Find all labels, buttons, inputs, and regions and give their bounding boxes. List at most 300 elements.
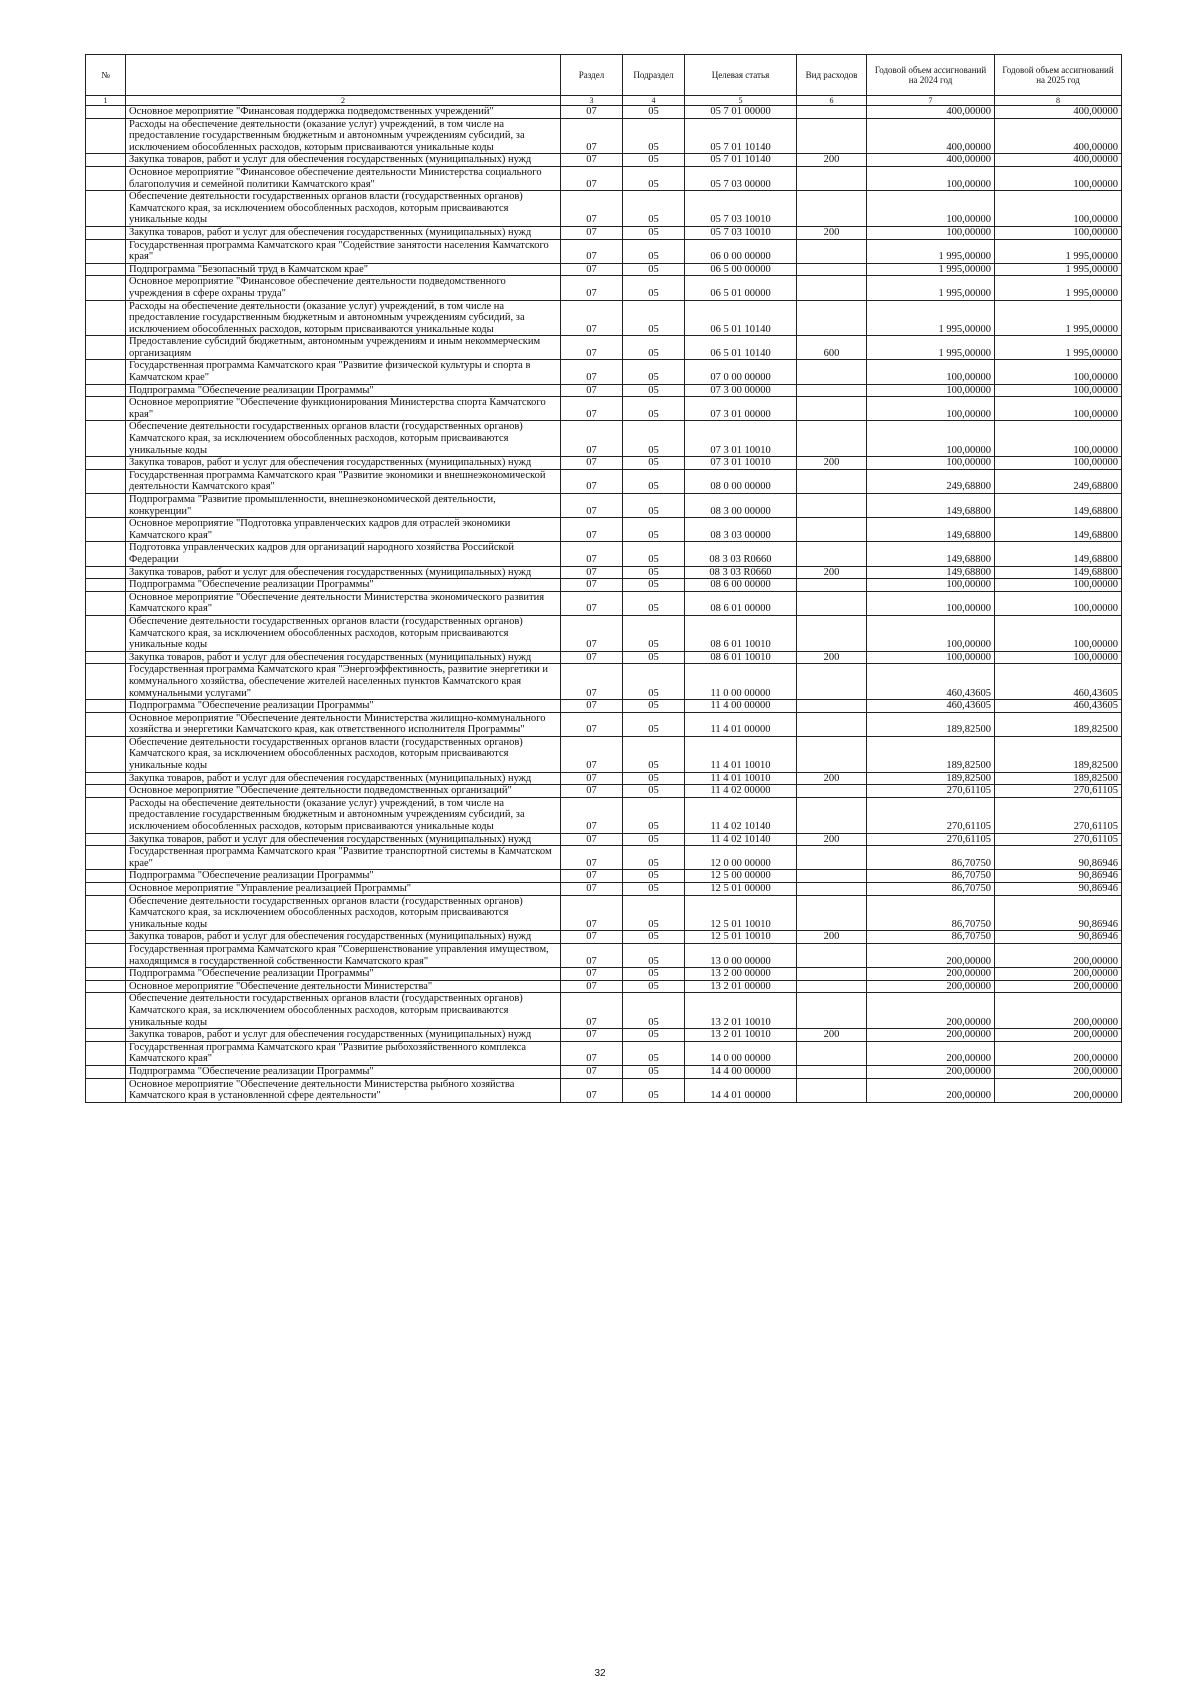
- row-amount-2025: 90,86946: [995, 883, 1122, 896]
- row-amount-2025: 189,82500: [995, 736, 1122, 772]
- row-amount-2025: 270,61105: [995, 797, 1122, 833]
- table-row: [86, 870, 1122, 883]
- row-name: Основное мероприятие "Обеспечение деятельности подведомственных организаций": [126, 785, 561, 798]
- row-number: [86, 968, 126, 981]
- row-target-article: 13 0 00 00000: [685, 943, 797, 967]
- row-expense-type: [797, 797, 867, 833]
- row-target-article: 11 4 02 10140: [685, 797, 797, 833]
- row-razdel: 07: [561, 566, 623, 579]
- row-target-article: 05 7 03 10010: [685, 226, 797, 239]
- row-expense-type: [797, 943, 867, 967]
- table-row: [86, 1078, 1122, 1102]
- budget-sheet: [85, 54, 1121, 1103]
- row-amount-2025: 460,43605: [995, 664, 1122, 700]
- row-expense-type: [797, 895, 867, 931]
- table-row: [86, 712, 1122, 736]
- row-amount-2025: 90,86946: [995, 895, 1122, 931]
- row-razdel: 07: [561, 154, 623, 167]
- row-amount-2024: 400,00000: [867, 118, 995, 154]
- row-razdel: 07: [561, 772, 623, 785]
- row-target-article: 11 4 01 10010: [685, 736, 797, 772]
- row-target-article: 14 4 01 00000: [685, 1078, 797, 1102]
- row-expense-type: 200: [797, 457, 867, 470]
- row-target-article: 08 3 03 R0660: [685, 542, 797, 566]
- row-expense-type: [797, 591, 867, 615]
- row-podrazdel: 05: [623, 615, 685, 651]
- row-amount-2024: 100,00000: [867, 579, 995, 592]
- row-expense-type: [797, 846, 867, 870]
- row-amount-2024: 400,00000: [867, 106, 995, 119]
- row-name: Основное мероприятие "Обеспечение деятельности Министерства экономического развития Камчатского края": [126, 591, 561, 615]
- row-name: Основное мероприятие "Финансовое обеспечение деятельности подведомственного учреждения в сфере охраны труда": [126, 276, 561, 300]
- table-row: [86, 118, 1122, 154]
- row-amount-2024: 200,00000: [867, 1029, 995, 1042]
- table-row: [86, 191, 1122, 227]
- row-razdel: 07: [561, 518, 623, 542]
- row-amount-2024: 1 995,00000: [867, 276, 995, 300]
- table-row: [86, 651, 1122, 664]
- row-number: [86, 846, 126, 870]
- row-amount-2025: 270,61105: [995, 833, 1122, 846]
- row-razdel: 07: [561, 384, 623, 397]
- row-name: Основное мероприятие "Обеспечение деятельности Министерства": [126, 980, 561, 993]
- row-target-article: 06 0 00 00000: [685, 239, 797, 263]
- row-target-article: 08 6 01 10010: [685, 615, 797, 651]
- row-podrazdel: 05: [623, 1078, 685, 1102]
- row-number: [86, 785, 126, 798]
- row-expense-type: [797, 700, 867, 713]
- row-podrazdel: 05: [623, 833, 685, 846]
- row-amount-2024: 100,00000: [867, 457, 995, 470]
- row-target-article: 07 0 00 00000: [685, 360, 797, 384]
- row-number: [86, 336, 126, 360]
- row-expense-type: [797, 968, 867, 981]
- row-razdel: 07: [561, 579, 623, 592]
- row-amount-2024: 400,00000: [867, 154, 995, 167]
- row-podrazdel: 05: [623, 736, 685, 772]
- row-amount-2024: 460,43605: [867, 664, 995, 700]
- row-target-article: 11 0 00 00000: [685, 664, 797, 700]
- row-target-article: 13 2 00 00000: [685, 968, 797, 981]
- row-number: [86, 993, 126, 1029]
- row-amount-2024: 100,00000: [867, 166, 995, 190]
- row-name: Основное мероприятие "Финансовое обеспечение деятельности Министерства социального благополучия и семейной политики Камчатского края": [126, 166, 561, 190]
- row-name: Подпрограмма "Обеспечение реализации Программы": [126, 968, 561, 981]
- row-expense-type: [797, 421, 867, 457]
- row-razdel: 07: [561, 1029, 623, 1042]
- header-razdel: Раздел: [561, 55, 623, 96]
- row-expense-type: [797, 276, 867, 300]
- row-amount-2024: 1 995,00000: [867, 239, 995, 263]
- row-amount-2025: 149,68800: [995, 542, 1122, 566]
- row-amount-2024: 149,68800: [867, 542, 995, 566]
- row-podrazdel: 05: [623, 1065, 685, 1078]
- row-podrazdel: 05: [623, 166, 685, 190]
- row-name: Основное мероприятие "Подготовка управленческих кадров для отраслей экономики Камчатского края": [126, 518, 561, 542]
- row-name: Государственная программа Камчатского края "Развитие физической культуры и спорта в Камчатском крае": [126, 360, 561, 384]
- row-target-article: 05 7 03 10010: [685, 191, 797, 227]
- row-razdel: 07: [561, 166, 623, 190]
- header-podrazdel: Подраздел: [623, 55, 685, 96]
- row-razdel: 07: [561, 226, 623, 239]
- row-podrazdel: 05: [623, 118, 685, 154]
- row-number: [86, 1041, 126, 1065]
- row-number: [86, 118, 126, 154]
- row-target-article: 05 7 01 10140: [685, 154, 797, 167]
- row-name: Обеспечение деятельности государственных органов власти (государственных органов) Камчатского края, за исключением обособленных расходов, которым присваиваются уникальные коды: [126, 421, 561, 457]
- row-razdel: 07: [561, 1065, 623, 1078]
- row-target-article: 13 2 01 00000: [685, 980, 797, 993]
- row-name: Закупка товаров, работ и услуг для обеспечения государственных (муниципальных) нужд: [126, 154, 561, 167]
- row-razdel: 07: [561, 895, 623, 931]
- row-expense-type: 200: [797, 1029, 867, 1042]
- row-razdel: 07: [561, 191, 623, 227]
- row-amount-2024: 200,00000: [867, 943, 995, 967]
- row-target-article: 11 4 02 10140: [685, 833, 797, 846]
- row-podrazdel: 05: [623, 931, 685, 944]
- row-expense-type: [797, 993, 867, 1029]
- row-name: Основное мероприятие "Обеспечение деятельности Министерства рыбного хозяйства Камчатского края в установленной сфере деятельности": [126, 1078, 561, 1102]
- table-row: [86, 421, 1122, 457]
- row-expense-type: [797, 118, 867, 154]
- row-target-article: 13 2 01 10010: [685, 1029, 797, 1042]
- row-razdel: 07: [561, 968, 623, 981]
- table-row: [86, 943, 1122, 967]
- header-name: [126, 55, 561, 96]
- row-podrazdel: 05: [623, 943, 685, 967]
- row-amount-2025: 100,00000: [995, 191, 1122, 227]
- column-number: 4: [623, 96, 685, 106]
- table-row: [86, 300, 1122, 336]
- row-amount-2025: 149,68800: [995, 566, 1122, 579]
- row-podrazdel: 05: [623, 300, 685, 336]
- row-number: [86, 797, 126, 833]
- row-number: [86, 494, 126, 518]
- row-expense-type: [797, 469, 867, 493]
- row-name: Обеспечение деятельности государственных органов власти (государственных органов) Камчатского края, за исключением обособленных расходов, которым присваиваются уникальные коды: [126, 615, 561, 651]
- row-target-article: 06 5 01 10140: [685, 300, 797, 336]
- row-amount-2024: 149,68800: [867, 518, 995, 542]
- column-number: 3: [561, 96, 623, 106]
- row-number: [86, 736, 126, 772]
- row-number: [86, 579, 126, 592]
- row-razdel: 07: [561, 591, 623, 615]
- row-number: [86, 664, 126, 700]
- row-podrazdel: 05: [623, 397, 685, 421]
- row-amount-2024: 100,00000: [867, 384, 995, 397]
- row-amount-2025: 100,00000: [995, 397, 1122, 421]
- row-amount-2025: 100,00000: [995, 166, 1122, 190]
- row-amount-2025: 100,00000: [995, 457, 1122, 470]
- row-amount-2025: 100,00000: [995, 579, 1122, 592]
- row-podrazdel: 05: [623, 263, 685, 276]
- row-amount-2025: 400,00000: [995, 118, 1122, 154]
- column-number: 7: [867, 96, 995, 106]
- row-number: [86, 615, 126, 651]
- row-expense-type: 200: [797, 931, 867, 944]
- row-amount-2024: 86,70750: [867, 931, 995, 944]
- row-razdel: 07: [561, 469, 623, 493]
- row-podrazdel: 05: [623, 384, 685, 397]
- row-target-article: 07 3 01 10010: [685, 457, 797, 470]
- table-row: [86, 542, 1122, 566]
- row-razdel: 07: [561, 457, 623, 470]
- row-amount-2024: 100,00000: [867, 421, 995, 457]
- row-razdel: 07: [561, 931, 623, 944]
- row-podrazdel: 05: [623, 993, 685, 1029]
- row-amount-2025: 1 995,00000: [995, 276, 1122, 300]
- row-podrazdel: 05: [623, 276, 685, 300]
- row-razdel: 07: [561, 980, 623, 993]
- row-name: Расходы на обеспечение деятельности (оказание услуг) учреждений, в том числе на предоставление государственным бюджетным и автономным учреждениям субсидий, за исключением обособленных расходов, которым присваиваются уникальные коды: [126, 797, 561, 833]
- header-target-article: Целевая статья: [685, 55, 797, 96]
- row-amount-2024: 200,00000: [867, 1041, 995, 1065]
- table-row: [86, 166, 1122, 190]
- row-number: [86, 870, 126, 883]
- row-target-article: 08 6 01 00000: [685, 591, 797, 615]
- table-row: [86, 1029, 1122, 1042]
- row-expense-type: [797, 1041, 867, 1065]
- row-expense-type: 600: [797, 336, 867, 360]
- row-name: Государственная программа Камчатского края "Развитие транспортной системы в Камчатском крае": [126, 846, 561, 870]
- row-name: Обеспечение деятельности государственных органов власти (государственных органов) Камчатского края, за исключением обособленных расходов, которым присваиваются уникальные коды: [126, 895, 561, 931]
- row-amount-2024: 86,70750: [867, 883, 995, 896]
- row-number: [86, 980, 126, 993]
- row-amount-2024: 100,00000: [867, 651, 995, 664]
- row-podrazdel: 05: [623, 421, 685, 457]
- row-amount-2024: 270,61105: [867, 833, 995, 846]
- row-number: [86, 1078, 126, 1102]
- row-number: [86, 106, 126, 119]
- header-amount-2025: Годовой объем ассигнований на 2025 год: [995, 55, 1122, 96]
- row-number: [86, 772, 126, 785]
- row-podrazdel: 05: [623, 457, 685, 470]
- row-amount-2025: 100,00000: [995, 384, 1122, 397]
- row-podrazdel: 05: [623, 651, 685, 664]
- row-razdel: 07: [561, 943, 623, 967]
- row-expense-type: 200: [797, 651, 867, 664]
- table-row: [86, 494, 1122, 518]
- row-target-article: 08 6 00 00000: [685, 579, 797, 592]
- row-target-article: 12 5 00 00000: [685, 870, 797, 883]
- row-razdel: 07: [561, 797, 623, 833]
- row-name: Закупка товаров, работ и услуг для обеспечения государственных (муниципальных) нужд: [126, 566, 561, 579]
- row-name: Обеспечение деятельности государственных органов власти (государственных органов) Камчатского края, за исключением обособленных расходов, которым присваиваются уникальные коды: [126, 993, 561, 1029]
- row-razdel: 07: [561, 276, 623, 300]
- table-row: [86, 664, 1122, 700]
- row-number: [86, 931, 126, 944]
- row-target-article: 05 7 03 00000: [685, 166, 797, 190]
- row-number: [86, 384, 126, 397]
- row-target-article: 08 3 03 00000: [685, 518, 797, 542]
- row-expense-type: [797, 736, 867, 772]
- row-name: Предоставление субсидий бюджетным, автономным учреждениям и иным некоммерческим организациям: [126, 336, 561, 360]
- row-expense-type: [797, 883, 867, 896]
- row-amount-2025: 189,82500: [995, 772, 1122, 785]
- row-podrazdel: 05: [623, 239, 685, 263]
- row-amount-2025: 200,00000: [995, 968, 1122, 981]
- row-number: [86, 276, 126, 300]
- row-number: [86, 700, 126, 713]
- row-razdel: 07: [561, 118, 623, 154]
- row-target-article: 14 0 00 00000: [685, 1041, 797, 1065]
- row-number: [86, 566, 126, 579]
- row-expense-type: [797, 191, 867, 227]
- row-target-article: 06 5 01 10140: [685, 336, 797, 360]
- row-name: Государственная программа Камчатского края "Содействие занятости населения Камчатского края": [126, 239, 561, 263]
- row-number: [86, 712, 126, 736]
- row-expense-type: [797, 542, 867, 566]
- row-number: [86, 397, 126, 421]
- row-amount-2025: 200,00000: [995, 980, 1122, 993]
- row-amount-2024: 100,00000: [867, 226, 995, 239]
- row-expense-type: [797, 263, 867, 276]
- row-expense-type: [797, 664, 867, 700]
- row-target-article: 12 5 01 00000: [685, 883, 797, 896]
- row-amount-2025: 200,00000: [995, 993, 1122, 1029]
- row-podrazdel: 05: [623, 591, 685, 615]
- row-name: Основное мероприятие "Обеспечение функционирования Министерства спорта Камчатского края": [126, 397, 561, 421]
- row-podrazdel: 05: [623, 106, 685, 119]
- row-podrazdel: 05: [623, 518, 685, 542]
- row-amount-2024: 189,82500: [867, 712, 995, 736]
- row-number: [86, 421, 126, 457]
- row-number: [86, 226, 126, 239]
- table-row: [86, 980, 1122, 993]
- row-number: [86, 360, 126, 384]
- row-amount-2025: 149,68800: [995, 518, 1122, 542]
- row-number: [86, 518, 126, 542]
- row-number: [86, 591, 126, 615]
- table-row: [86, 263, 1122, 276]
- row-amount-2024: 200,00000: [867, 1078, 995, 1102]
- row-name: Закупка товаров, работ и услуг для обеспечения государственных (муниципальных) нужд: [126, 931, 561, 944]
- column-number: 5: [685, 96, 797, 106]
- row-target-article: 13 2 01 10010: [685, 993, 797, 1029]
- row-expense-type: [797, 384, 867, 397]
- row-expense-type: [797, 615, 867, 651]
- row-podrazdel: 05: [623, 542, 685, 566]
- row-razdel: 07: [561, 421, 623, 457]
- row-podrazdel: 05: [623, 664, 685, 700]
- column-number-row: [86, 96, 1122, 106]
- row-amount-2024: 86,70750: [867, 870, 995, 883]
- row-amount-2025: 400,00000: [995, 106, 1122, 119]
- row-razdel: 07: [561, 846, 623, 870]
- row-amount-2025: 90,86946: [995, 931, 1122, 944]
- row-expense-type: [797, 518, 867, 542]
- row-razdel: 07: [561, 651, 623, 664]
- row-expense-type: 200: [797, 566, 867, 579]
- row-name: Основное мероприятие "Обеспечение деятельности Министерства жилищно-коммунального хозяйства и энергетики Камчатского края, как ответственного исполнителя Программы": [126, 712, 561, 736]
- row-podrazdel: 05: [623, 579, 685, 592]
- row-target-article: 05 7 01 10140: [685, 118, 797, 154]
- row-name: Закупка товаров, работ и услуг для обеспечения государственных (муниципальных) нужд: [126, 1029, 561, 1042]
- row-amount-2025: 1 995,00000: [995, 263, 1122, 276]
- row-amount-2025: 100,00000: [995, 226, 1122, 239]
- row-razdel: 07: [561, 239, 623, 263]
- table-row: [86, 336, 1122, 360]
- row-amount-2025: 1 995,00000: [995, 336, 1122, 360]
- row-target-article: 05 7 01 00000: [685, 106, 797, 119]
- row-amount-2025: 100,00000: [995, 591, 1122, 615]
- table-row: [86, 591, 1122, 615]
- table-row: [86, 469, 1122, 493]
- row-podrazdel: 05: [623, 154, 685, 167]
- row-name: Государственная программа Камчатского края "Развитие рыбохозяйственного комплекса Камчатского края": [126, 1041, 561, 1065]
- row-razdel: 07: [561, 1041, 623, 1065]
- row-expense-type: [797, 980, 867, 993]
- row-podrazdel: 05: [623, 797, 685, 833]
- row-number: [86, 1029, 126, 1042]
- row-razdel: 07: [561, 870, 623, 883]
- row-amount-2025: 200,00000: [995, 943, 1122, 967]
- row-amount-2025: 200,00000: [995, 1078, 1122, 1102]
- row-amount-2024: 100,00000: [867, 397, 995, 421]
- row-amount-2025: 200,00000: [995, 1065, 1122, 1078]
- table-row: [86, 360, 1122, 384]
- row-razdel: 07: [561, 736, 623, 772]
- row-podrazdel: 05: [623, 336, 685, 360]
- row-target-article: 07 3 00 00000: [685, 384, 797, 397]
- row-podrazdel: 05: [623, 870, 685, 883]
- row-number: [86, 457, 126, 470]
- row-target-article: 11 4 01 00000: [685, 712, 797, 736]
- row-razdel: 07: [561, 700, 623, 713]
- row-number: [86, 166, 126, 190]
- row-razdel: 07: [561, 712, 623, 736]
- row-expense-type: [797, 712, 867, 736]
- row-expense-type: 200: [797, 772, 867, 785]
- table-row: [86, 518, 1122, 542]
- row-razdel: 07: [561, 615, 623, 651]
- row-number: [86, 1065, 126, 1078]
- table-row: [86, 226, 1122, 239]
- row-expense-type: 200: [797, 154, 867, 167]
- row-podrazdel: 05: [623, 191, 685, 227]
- row-amount-2025: 249,68800: [995, 469, 1122, 493]
- row-razdel: 07: [561, 785, 623, 798]
- row-amount-2025: 1 995,00000: [995, 239, 1122, 263]
- table-body: [86, 106, 1122, 1103]
- table-row: [86, 276, 1122, 300]
- table-row: [86, 384, 1122, 397]
- row-razdel: 07: [561, 833, 623, 846]
- table-row: [86, 833, 1122, 846]
- row-number: [86, 469, 126, 493]
- row-name: Подпрограмма "Обеспечение реализации Программы": [126, 700, 561, 713]
- row-amount-2024: 249,68800: [867, 469, 995, 493]
- row-name: Подпрограмма "Развитие промышленности, внешнеэкономической деятельности, конкуренции": [126, 494, 561, 518]
- row-podrazdel: 05: [623, 226, 685, 239]
- table-row: [86, 931, 1122, 944]
- row-podrazdel: 05: [623, 712, 685, 736]
- table-row: [86, 566, 1122, 579]
- row-number: [86, 239, 126, 263]
- column-number: 8: [995, 96, 1122, 106]
- table-row: [86, 883, 1122, 896]
- row-expense-type: [797, 360, 867, 384]
- row-amount-2025: 149,68800: [995, 494, 1122, 518]
- row-amount-2025: 100,00000: [995, 651, 1122, 664]
- row-expense-type: [797, 106, 867, 119]
- row-name: Закупка товаров, работ и услуг для обеспечения государственных (муниципальных) нужд: [126, 457, 561, 470]
- budget-table: [85, 54, 1122, 1103]
- row-amount-2025: 460,43605: [995, 700, 1122, 713]
- row-name: Государственная программа Камчатского края "Совершенствование управления имуществом, находящимся в государственной собственности Камчатского края": [126, 943, 561, 967]
- table-row: [86, 895, 1122, 931]
- row-amount-2025: 1 995,00000: [995, 300, 1122, 336]
